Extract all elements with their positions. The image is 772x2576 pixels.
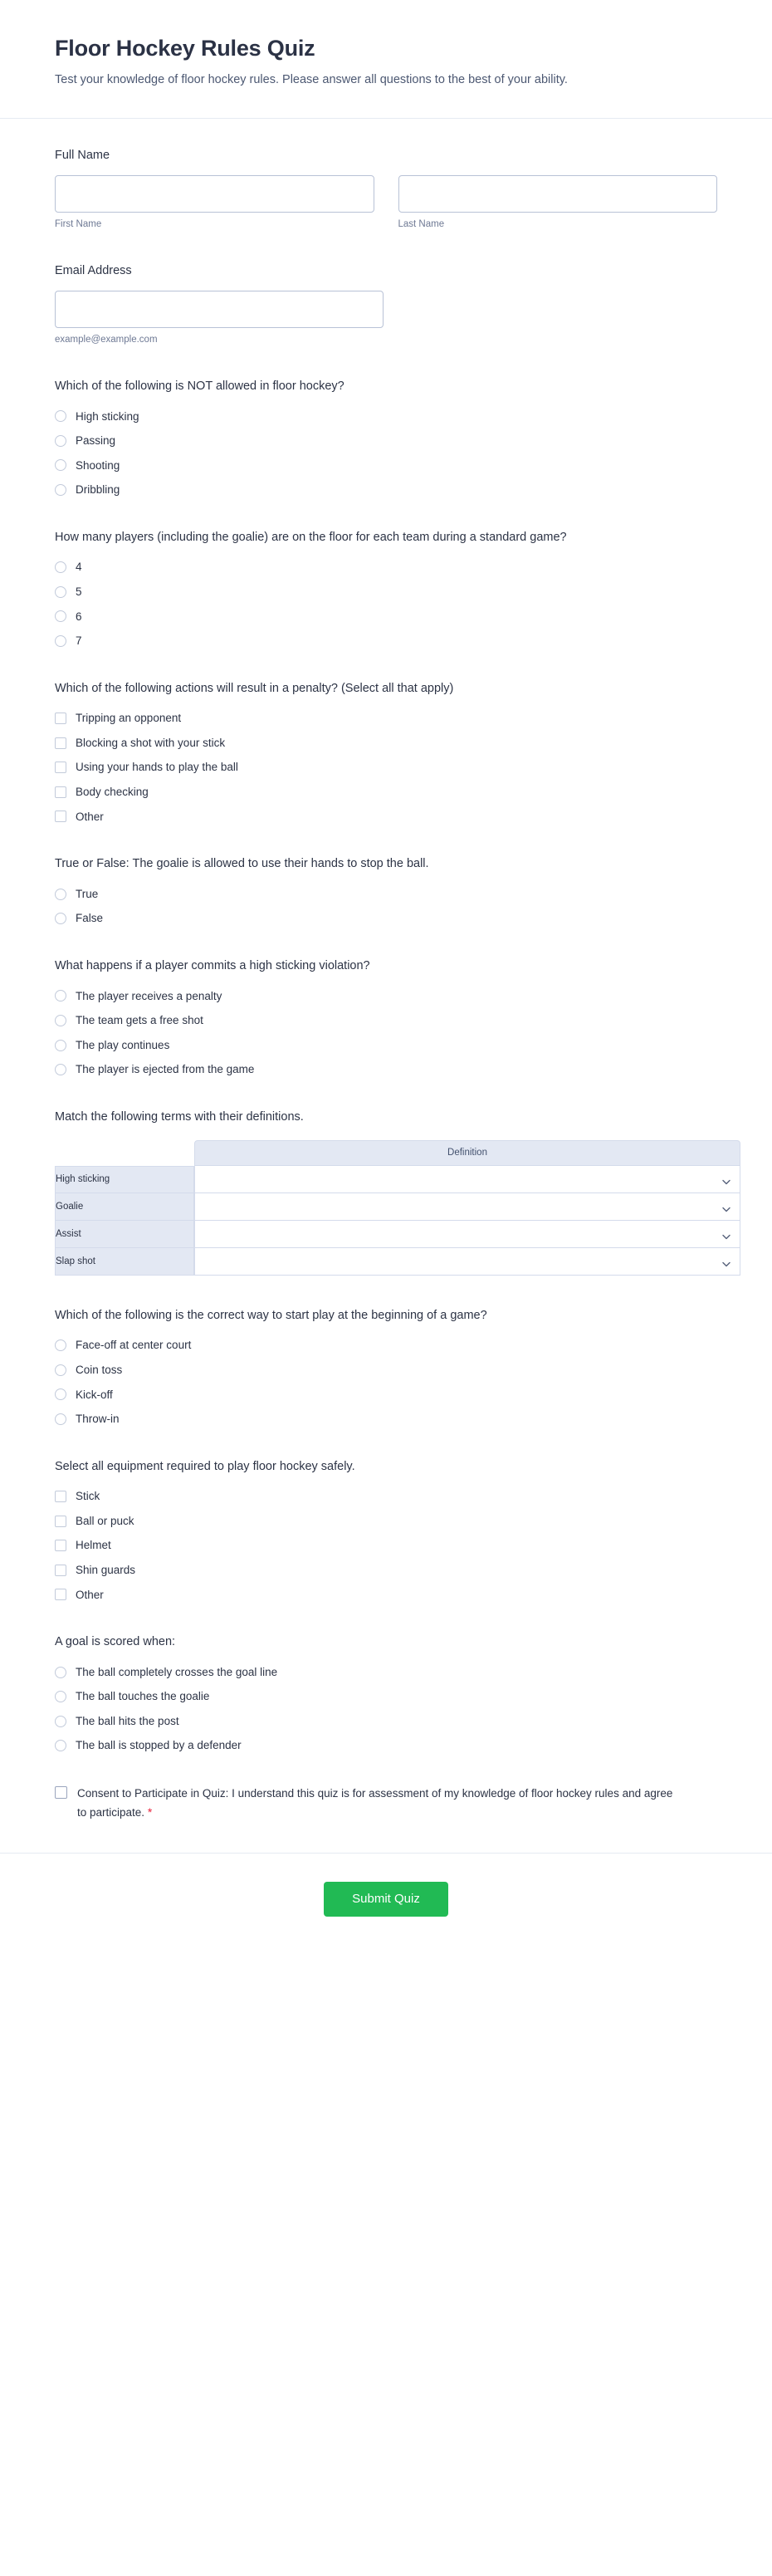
- option-label: High sticking: [76, 409, 139, 423]
- radio-option[interactable]: [55, 1363, 717, 1378]
- field-matching: [55, 1109, 717, 1276]
- radio-button[interactable]: [55, 484, 66, 496]
- question-goalie-hands: [55, 855, 717, 926]
- email-label: Email Address: [55, 263, 132, 277]
- option-label: False: [76, 912, 104, 925]
- option-label: The player receives a penalty: [76, 989, 222, 1002]
- option-label: True: [76, 887, 99, 900]
- checkbox[interactable]: [55, 1516, 66, 1527]
- matching-label: Match the following terms with their definitions.: [55, 1109, 304, 1124]
- matching-row: [55, 1166, 740, 1193]
- option-label: The ball is stopped by a defender: [76, 1739, 242, 1752]
- radio-button[interactable]: [55, 913, 66, 924]
- option-list: [55, 711, 717, 824]
- checkbox-option[interactable]: [55, 1489, 717, 1504]
- option-list: [55, 887, 717, 926]
- radio-button[interactable]: [55, 990, 66, 1002]
- matching-definition-select[interactable]: [194, 1166, 740, 1193]
- matching-term: Slap shot: [55, 1248, 194, 1276]
- radio-option[interactable]: [55, 887, 717, 902]
- radio-button[interactable]: [55, 435, 66, 447]
- option-label: 5: [76, 585, 82, 598]
- radio-option[interactable]: [55, 1338, 717, 1353]
- matching-table-body: [55, 1166, 740, 1276]
- question-player-count: [55, 529, 717, 649]
- radio-option[interactable]: [55, 458, 717, 473]
- option-label: Face-off at center court: [76, 1339, 192, 1352]
- checkbox[interactable]: [55, 737, 66, 749]
- option-label: The ball hits the post: [76, 1714, 179, 1727]
- form-footer: [0, 1854, 772, 1953]
- radio-button[interactable]: [55, 1040, 66, 1051]
- last-name-input[interactable]: [398, 175, 718, 213]
- question-label: Which of the following is NOT allowed in floor hockey?: [55, 379, 344, 393]
- radio-option[interactable]: [55, 634, 717, 649]
- radio-button[interactable]: [55, 1064, 66, 1075]
- radio-option[interactable]: [55, 1062, 717, 1077]
- checkbox[interactable]: [55, 1565, 66, 1576]
- matching-term: Goalie: [55, 1193, 194, 1221]
- option-label: Other: [76, 1588, 104, 1601]
- radio-option[interactable]: [55, 911, 717, 926]
- option-label: Using your hands to play the ball: [76, 761, 238, 774]
- checkbox-option[interactable]: [55, 1514, 717, 1529]
- option-label: The team gets a free shot: [76, 1014, 203, 1027]
- matching-table-corner: [55, 1140, 194, 1166]
- matching-definition-select[interactable]: [194, 1221, 740, 1248]
- radio-option[interactable]: [55, 1689, 717, 1704]
- radio-button[interactable]: [55, 561, 66, 573]
- option-label: Shooting: [76, 458, 120, 472]
- matching-row: [55, 1248, 740, 1276]
- question-high-sticking-result: [55, 957, 717, 1077]
- matching-row: [55, 1221, 740, 1248]
- checkbox[interactable]: [55, 1491, 66, 1502]
- radio-option[interactable]: [55, 1738, 717, 1753]
- questions-group-one: [55, 378, 717, 1077]
- radio-button[interactable]: [55, 459, 66, 471]
- option-label: 4: [76, 561, 82, 574]
- full-name-label: Full Name: [55, 148, 110, 162]
- checkbox-option[interactable]: [55, 1538, 717, 1553]
- question-label: How many players (including the goalie) are on the floor for each team during a standard game?: [55, 530, 567, 544]
- submit-quiz-button[interactable]: Submit Quiz: [324, 1882, 448, 1917]
- form-subtitle: Test your knowledge of floor hockey rules. Please answer all questions to the best of your ability.: [55, 73, 568, 87]
- radio-button[interactable]: [55, 1667, 66, 1678]
- radio-option[interactable]: [55, 610, 717, 624]
- question-not-allowed: [55, 378, 717, 497]
- radio-button[interactable]: [55, 1740, 66, 1751]
- first-name-sublabel: First Name: [55, 218, 102, 229]
- radio-button[interactable]: [55, 1691, 66, 1702]
- radio-button[interactable]: [55, 410, 66, 422]
- chevron-down-icon: [722, 1202, 730, 1210]
- option-label: The play continues: [76, 1038, 170, 1051]
- email-input[interactable]: [55, 291, 384, 328]
- radio-option[interactable]: [55, 1412, 717, 1427]
- matching-definition-select[interactable]: [194, 1193, 740, 1221]
- question-label: Which of the following is the correct way to start play at the beginning of a game?: [55, 1308, 487, 1322]
- question-start-play: [55, 1307, 717, 1427]
- radio-option[interactable]: [55, 1388, 717, 1403]
- matching-column-header: Definition: [194, 1140, 740, 1166]
- option-label: The player is ejected from the game: [76, 1063, 255, 1076]
- radio-option[interactable]: [55, 1665, 717, 1680]
- first-name-group: [55, 175, 374, 231]
- radio-option[interactable]: [55, 433, 717, 448]
- radio-option[interactable]: [55, 1714, 717, 1729]
- matching-term: High sticking: [55, 1166, 194, 1193]
- checkbox-option[interactable]: [55, 1588, 717, 1603]
- option-label: Dribbling: [76, 483, 120, 497]
- radio-button[interactable]: [55, 1364, 66, 1376]
- matching-row: [55, 1193, 740, 1221]
- radio-button[interactable]: [55, 889, 66, 900]
- checkbox-option[interactable]: [55, 760, 717, 775]
- option-label: Ball or puck: [76, 1514, 134, 1527]
- radio-button[interactable]: [55, 586, 66, 598]
- form-body: [0, 119, 772, 1823]
- form-header: [0, 0, 772, 118]
- option-label: Throw-in: [76, 1413, 120, 1426]
- option-list: [55, 1665, 717, 1753]
- checkbox[interactable]: [55, 1589, 66, 1600]
- option-label: Body checking: [76, 786, 149, 799]
- checkbox-option[interactable]: [55, 810, 717, 825]
- matching-term: Assist: [55, 1221, 194, 1248]
- matching-definition-select[interactable]: [194, 1248, 740, 1276]
- radio-button[interactable]: [55, 635, 66, 647]
- questions-group-two: [55, 1307, 717, 1753]
- option-list: [55, 1338, 717, 1426]
- email-sublabel: example@example.com: [55, 334, 158, 345]
- chevron-down-icon: [722, 1175, 730, 1183]
- field-email: [55, 262, 717, 346]
- checkbox-option[interactable]: [55, 1563, 717, 1578]
- option-label: Kick-off: [76, 1388, 113, 1401]
- chevron-down-icon: [722, 1257, 730, 1265]
- consent-checkbox[interactable]: [55, 1786, 67, 1799]
- option-label: The ball completely crosses the goal line: [76, 1665, 278, 1678]
- radio-option[interactable]: [55, 989, 717, 1004]
- question-label: A goal is scored when:: [55, 1635, 176, 1649]
- option-label: 6: [76, 610, 82, 623]
- radio-option[interactable]: [55, 1038, 717, 1053]
- radio-button[interactable]: [55, 1015, 66, 1026]
- option-label: Shin guards: [76, 1563, 136, 1576]
- question-penalty-actions: [55, 680, 717, 824]
- option-label: Coin toss: [76, 1363, 123, 1376]
- field-consent: [55, 1785, 717, 1823]
- radio-option[interactable]: [55, 482, 717, 497]
- radio-option[interactable]: [55, 1013, 717, 1028]
- first-name-input[interactable]: [55, 175, 374, 213]
- radio-button[interactable]: [55, 1339, 66, 1351]
- checkbox[interactable]: [55, 762, 66, 773]
- option-list: [55, 409, 717, 497]
- checkbox[interactable]: [55, 713, 66, 724]
- option-list: [55, 560, 717, 648]
- checkbox-option[interactable]: [55, 785, 717, 800]
- option-label: The ball touches the goalie: [76, 1690, 210, 1703]
- option-label: Stick: [76, 1490, 100, 1503]
- option-label: Other: [76, 810, 104, 823]
- radio-button[interactable]: [55, 610, 66, 622]
- radio-button[interactable]: [55, 1716, 66, 1727]
- radio-option[interactable]: [55, 409, 717, 424]
- option-list: [55, 1489, 717, 1602]
- last-name-group: [398, 175, 718, 231]
- question-label: Select all equipment required to play floor hockey safely.: [55, 1459, 355, 1473]
- question-equipment: [55, 1458, 717, 1602]
- radio-option[interactable]: [55, 585, 717, 600]
- question-label: Which of the following actions will result in a penalty? (Select all that apply): [55, 681, 454, 695]
- option-label: Tripping an opponent: [76, 712, 182, 725]
- question-label: What happens if a player commits a high sticking violation?: [55, 958, 370, 972]
- checkbox[interactable]: [55, 811, 66, 822]
- field-full-name: [55, 147, 717, 231]
- checkbox[interactable]: [55, 786, 66, 798]
- checkbox[interactable]: [55, 1540, 66, 1551]
- option-label: Helmet: [76, 1539, 111, 1552]
- option-label: Blocking a shot with your stick: [76, 736, 226, 749]
- consent-label: [77, 1785, 675, 1823]
- option-label: Passing: [76, 434, 116, 448]
- option-list: [55, 989, 717, 1077]
- checkbox-option[interactable]: [55, 736, 717, 751]
- consent-text: Consent to Participate in Quiz: I understand this quiz is for assessment of my knowledge of floor hockey rules and agree to participate.: [77, 1787, 673, 1819]
- matching-table: [55, 1140, 740, 1276]
- radio-option[interactable]: [55, 560, 717, 575]
- required-asterisk: *: [147, 1805, 153, 1819]
- question-goal-scored: [55, 1633, 717, 1753]
- question-label: True or False: The goalie is allowed to use their hands to stop the ball.: [55, 857, 429, 871]
- option-label: 7: [76, 634, 82, 648]
- page-title: Floor Hockey Rules Quiz: [55, 36, 315, 61]
- radio-button[interactable]: [55, 1413, 66, 1425]
- last-name-sublabel: Last Name: [398, 218, 445, 229]
- radio-button[interactable]: [55, 1388, 66, 1400]
- checkbox-option[interactable]: [55, 711, 717, 726]
- chevron-down-icon: [722, 1230, 730, 1237]
